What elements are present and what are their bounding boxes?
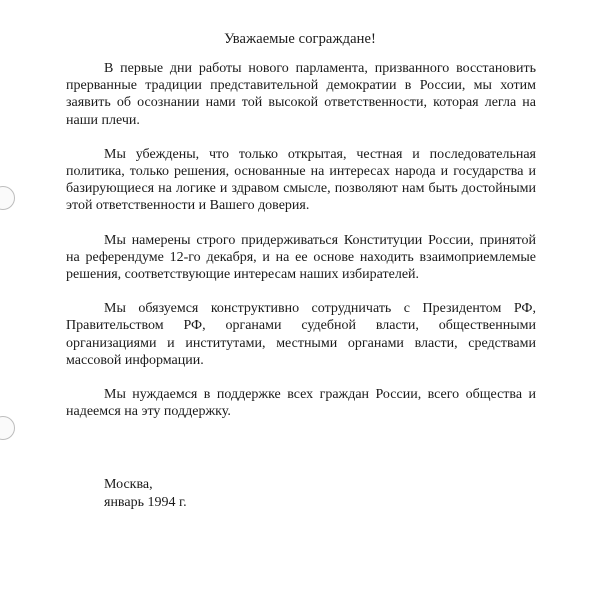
paragraph-5: Мы нуждаемся в поддержке всех граждан России, всего общества и надеемся на эту поддержку. — [66, 387, 536, 420]
closing-date: январь 1994 г. — [104, 494, 187, 510]
punch-hole — [0, 186, 15, 210]
document-body — [66, 60, 536, 437]
paragraph-4: Мы обязуемся конструктивно сотрудничать с Президентом РФ, Правительством РФ, органами судебной власти, общественными организациями и институтами, местными органами власти, средствами массовой информации. — [66, 301, 536, 368]
paragraph-3: Мы намерены строго придерживаться Конституции России, принятой на референдуме 12-го декабря, и на ее основе находить взаимоприемлемые решения, соответствующие интересам наших избирателей. — [66, 232, 536, 283]
closing-block — [104, 476, 187, 511]
closing-city: Москва, — [104, 477, 153, 492]
punch-hole — [0, 416, 15, 440]
document-title: Уважаемые сограждане! — [224, 31, 376, 47]
paragraph-2: Мы убеждены, что только открытая, честная и последовательная политика, только решения, основанные на интересах народа и государства и базирующиеся на логике и здравом смысле, позволяют нам быть достойными этой ответственности и Вашего доверия. — [66, 146, 536, 214]
paragraph-1: В первые дни работы нового парламента, призванного восстановить прерванные традиции представительной демократии в России, мы хотим заявить об осознании нами той высокой ответственности, которая легла на наши плечи. — [66, 61, 536, 128]
